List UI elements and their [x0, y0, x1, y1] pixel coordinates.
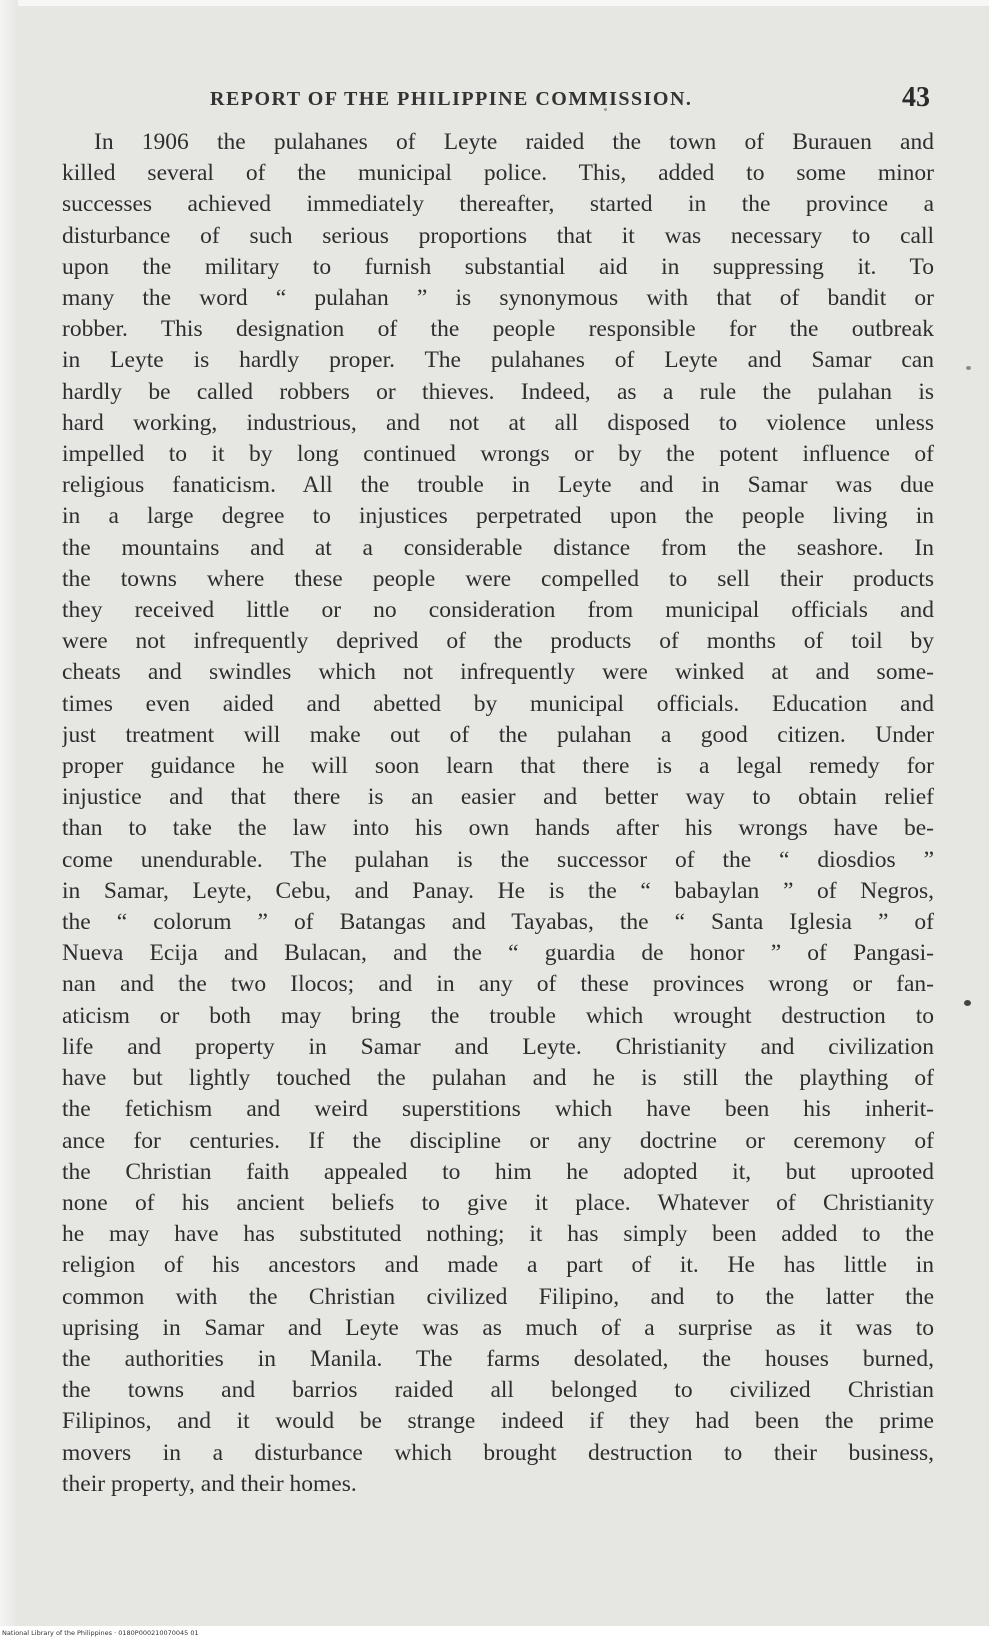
ink-speck — [966, 366, 971, 370]
text-line: than to take the law into his own hands after his wrongs have be- — [62, 815, 934, 842]
text-line: many the word “ pulahan ” is synonymous with that of bandit or — [62, 285, 934, 312]
text-line: movers in a disturbance which brought destruction to their business, — [62, 1439, 934, 1466]
text-line: Filipinos, and it would be strange indeed if they had been the prime — [62, 1408, 934, 1435]
page-edge-left — [0, 0, 18, 1640]
text-line: in a large degree to injustices perpetrated upon the people living in — [62, 503, 934, 530]
text-line: killed several of the municipal police. This, added to some minor — [62, 160, 934, 187]
text-line: successes achieved immediately thereafter, started in the province a — [62, 191, 934, 218]
page-header — [210, 82, 930, 122]
text-line: the fetichism and weird superstitions which have been his inherit- — [62, 1096, 934, 1123]
text-line: cheats and swindles which not infrequently were winked at and some- — [62, 659, 934, 686]
text-line: hardly be called robbers or thieves. Indeed, as a rule the pulahan is — [62, 378, 934, 405]
page-number: 43 — [902, 82, 930, 113]
text-line: in Samar, Leyte, Cebu, and Panay. He is the “ babaylan ” of Negros, — [62, 877, 934, 904]
text-line: upon the military to furnish substantial aid in suppressing it. To — [62, 253, 934, 280]
body-paragraph — [62, 127, 934, 1500]
text-line: the Christian faith appealed to him he adopted it, but uprooted — [62, 1158, 934, 1185]
text-line: the “ colorum ” of Batangas and Tayabas, the “ Santa Iglesia ” of — [62, 909, 934, 936]
running-head: REPORT OF THE PHILIPPINE COMMISSION. — [210, 88, 693, 110]
text-line: impelled to it by long continued wrongs or by the potent influence of — [62, 441, 934, 468]
ink-speck — [964, 1000, 971, 1006]
text-line: the mountains and at a considerable distance from the seashore. In — [62, 534, 934, 561]
text-line: aticism or both may bring the trouble which wrought destruction to — [62, 1002, 934, 1029]
text-line: their property, and their homes. — [62, 1470, 357, 1497]
text-line: just treatment will make out of the pulahan a good citizen. Under — [62, 721, 934, 748]
text-line: come unendurable. The pulahan is the successor of the “ diosdios ” — [62, 846, 934, 873]
text-line: in Leyte is hardly proper. The pulahanes of Leyte and Samar can — [62, 347, 934, 374]
text-line: robber. This designation of the people responsible for the outbreak — [62, 316, 934, 343]
text-line: religion of his ancestors and made a part of it. He has little in — [62, 1252, 934, 1279]
page-edge-top — [0, 0, 989, 6]
text-line: the towns where these people were compelled to sell their products — [62, 565, 934, 592]
text-line: times even aided and abetted by municipal officials. Education and — [62, 690, 934, 717]
text-line: ance for centuries. If the discipline or any doctrine or ceremony of — [62, 1127, 934, 1154]
text-line: they received little or no consideration from municipal officials and — [62, 597, 934, 624]
footer-credit: National Library of the Philippines · 0180P000210070045 01 — [2, 1629, 199, 1637]
text-line: were not infrequently deprived of the products of months of toil by — [62, 628, 934, 655]
text-line: In 1906 the pulahanes of Leyte raided the town of Burauen and — [94, 129, 934, 155]
text-line: have but lightly touched the pulahan and he is still the plaything of — [62, 1065, 934, 1092]
text-line: none of his ancient beliefs to give it place. Whatever of Christianity — [62, 1189, 934, 1216]
text-line: hard working, industrious, and not at all disposed to violence unless — [62, 409, 934, 436]
text-line: the authorities in Manila. The farms desolated, the houses burned, — [62, 1345, 934, 1372]
text-line: the towns and barrios raided all belonged to civilized Christian — [62, 1377, 934, 1404]
text-line: Nueva Ecija and Bulacan, and the “ guardia de honor ” of Pangasi- — [62, 940, 934, 967]
text-line: religious fanaticism. All the trouble in Leyte and in Samar was due — [62, 472, 934, 499]
text-line: injustice and that there is an easier and better way to obtain relief — [62, 784, 934, 811]
text-line: proper guidance he will soon learn that there is a legal remedy for — [62, 753, 934, 780]
text-line: he may have has substituted nothing; it has simply been added to the — [62, 1221, 934, 1248]
text-line: nan and the two Ilocos; and in any of these provinces wrong or fan- — [62, 971, 934, 998]
text-line: disturbance of such serious proportions that it was necessary to call — [62, 222, 934, 249]
text-line: uprising in Samar and Leyte was as much of a surprise as it was to — [62, 1314, 934, 1341]
text-line: life and property in Samar and Leyte. Christianity and civilization — [62, 1033, 934, 1060]
text-line: common with the Christian civilized Filipino, and to the latter the — [62, 1283, 934, 1310]
